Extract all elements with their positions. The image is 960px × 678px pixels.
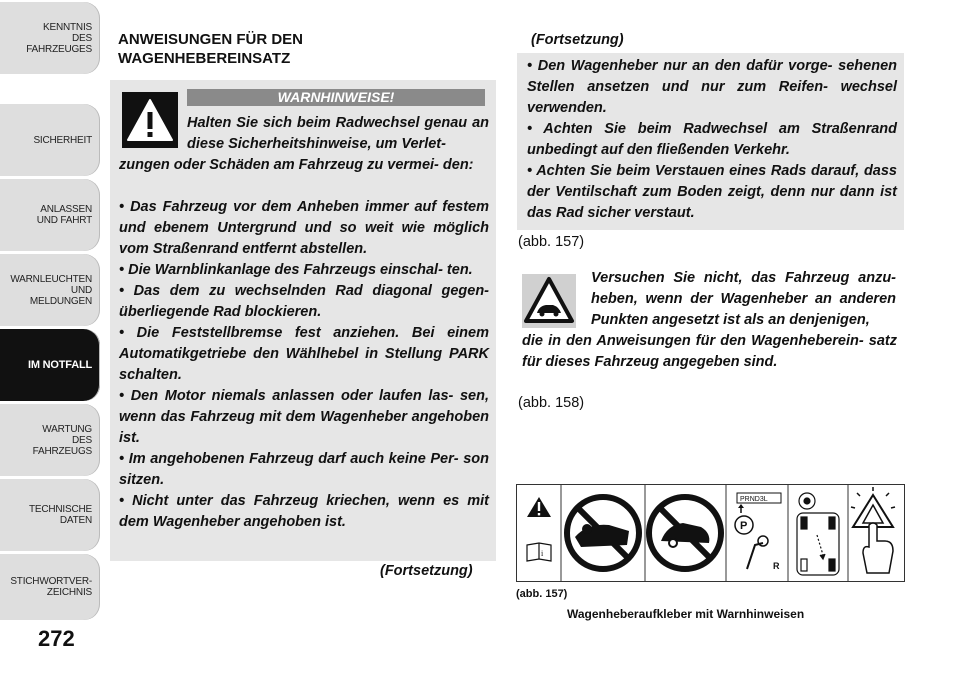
- warning-triangle-icon: [122, 92, 178, 148]
- chapter-tabs: [0, 0, 100, 678]
- tab-label-line: FAHRZEUGS: [32, 445, 92, 457]
- tab-label-line: TECHNISCHE: [28, 504, 92, 515]
- reverse-letter-label: R: [773, 561, 780, 571]
- figure-reference: (abb. 158): [518, 395, 585, 411]
- warning-item: • Den Motor niemals anlassen oder laufen las- sen, wenn das Fahrzeug mit dem Wagenheber angehoben ist.: [119, 388, 489, 446]
- warning-item: • Den Wagenheber nur an den dafür vorge- sehenen Stellen ansetzen und nur zum Reifen- wechsel verwenden.: [527, 58, 897, 116]
- warning-intro: Halten Sie sich beim Radwechsel genau an diese Sicherheitshinweise, um Verlet-: [187, 115, 489, 152]
- no-person-under-car-icon: [567, 497, 639, 569]
- car-slip-caution-icon: [522, 274, 576, 328]
- tab-label-line: IM NOTFALL: [28, 358, 92, 371]
- heading-line: WAGENHEBEREINSATZ: [118, 50, 291, 67]
- tab-label-line: MELDUNGEN: [29, 295, 92, 307]
- manual-book-icon: [527, 543, 551, 561]
- warning-item: • Die Feststellbremse fest anziehen. Bei einem Automatikgetriebe den Wählhebel in Stellung PARK schalten.: [119, 325, 489, 383]
- warning-intro-continued: zungen oder Schäden am Fahrzeug zu vermei- den:: [119, 157, 474, 173]
- tab-label-line: FAHRZEUGES: [26, 43, 92, 55]
- page-number: 272: [38, 626, 75, 651]
- tab-label-line: DATEN: [59, 515, 92, 526]
- jack-label-illustration: [517, 485, 904, 581]
- caution-text-continued: die in den Anweisungen für den Wagenheberein- satz für dieses Fahrzeug angegeben sind.: [522, 333, 897, 370]
- tab-anlassen-und-fahrt[interactable]: [0, 179, 100, 251]
- wheel-chock-diagram-icon: [797, 493, 839, 575]
- gear-selector-park-icon: [735, 493, 781, 571]
- tab-im-notfall[interactable]: [0, 329, 100, 401]
- continued-heading: (Fortsetzung): [531, 32, 624, 48]
- no-person-in-raised-car-icon: [649, 497, 721, 569]
- tab-stichwortverzeichnis[interactable]: [0, 554, 100, 620]
- heading-line: ANWEISUNGEN FÜR DEN: [118, 31, 304, 48]
- tab-wartung-des-fahrzeugs[interactable]: [0, 404, 100, 476]
- tab-label-line: WARTUNG: [42, 423, 92, 435]
- warning-item: • Achten Sie beim Verstauen eines Rads darauf, dass der Ventilschaft zum Boden zeigt, denn nur dann ist das Rad sicher verstaut.: [527, 163, 897, 221]
- continued-note: (Fortsetzung): [380, 563, 473, 579]
- tab-label-line: ANLASSEN: [40, 204, 92, 215]
- tab-kenntnis-des-fahrzeuges[interactable]: [0, 2, 100, 74]
- warning-item: • Das Fahrzeug vor dem Anheben immer auf festem und ebenem Untergrund und so weit wie möglich vom Straßenrand entfernt abstellen.: [119, 199, 489, 257]
- warning-list: [119, 197, 489, 533]
- tab-label-line: STICHWORTVER-: [10, 576, 92, 587]
- tab-label-line: DES: [72, 32, 92, 44]
- tab-label-line: UND FAHRT: [36, 215, 92, 226]
- tab-label-line: WARNLEUCHTEN: [10, 273, 92, 285]
- warning-item: • Nicht unter das Fahrzeug kriechen, wenn es mit dem Wagenheber angehoben ist.: [119, 493, 489, 530]
- tab-warnleuchten-und-meldungen[interactable]: [0, 254, 100, 326]
- tab-label-line: UND: [70, 284, 92, 296]
- svg-text:i: i: [541, 549, 544, 558]
- tab-label-line: KENNTNIS: [43, 21, 92, 33]
- warning-item: • Das dem zu wechselnden Rad diagonal gegen- überliegende Rad blockieren.: [119, 283, 489, 320]
- jack-label-figure: [516, 484, 905, 582]
- warning-item: • Achten Sie beim Radwechsel am Straßenrand unbedingt auf den fließenden Verkehr.: [527, 121, 897, 158]
- warning-triangle-icon: [527, 497, 551, 517]
- tab-label-line: ZEICHNIS: [46, 587, 92, 598]
- warning-list-continued: [527, 56, 897, 224]
- warning-item: • Die Warnblinkanlage des Fahrzeugs einschal- ten.: [119, 262, 473, 278]
- figure-caption: Wagenheberaufkleber mit Warnhinweisen: [567, 607, 805, 621]
- park-letter-label: P: [740, 520, 748, 532]
- section-heading: [118, 30, 488, 68]
- figure-reference: (abb. 157): [518, 234, 585, 250]
- tab-sicherheit[interactable]: [0, 104, 100, 176]
- warning-title: WARNHINWEISE!: [187, 89, 485, 106]
- tab-label-line: DES: [72, 434, 92, 446]
- figure-label: (abb. 157): [516, 588, 568, 600]
- hazard-lights-button-icon: [851, 487, 895, 573]
- tab-technische-daten[interactable]: [0, 479, 100, 551]
- gear-letters-label: PRND3L: [740, 496, 768, 503]
- caution-text: Versuchen Sie nicht, das Fahrzeug anzu- heben, wenn der Wagenheber an anderen Punkten angesetzt ist als an denjenigen,: [591, 270, 896, 328]
- tab-label-line: SICHERHEIT: [33, 134, 92, 146]
- warning-item: • Im angehobenen Fahrzeug darf auch keine Per- son sitzen.: [119, 451, 489, 488]
